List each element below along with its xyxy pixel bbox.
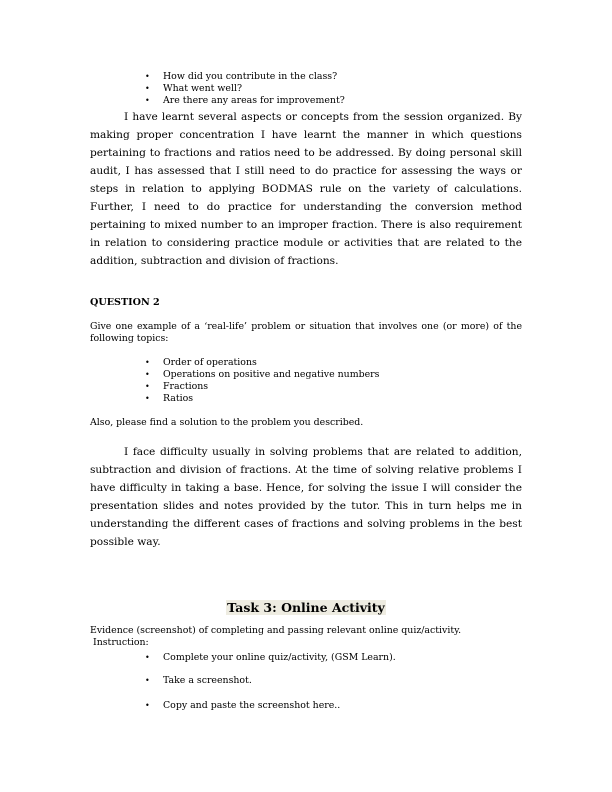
list-item: • How did you contribute in the class?	[145, 71, 525, 83]
question-2-topic-list	[145, 357, 525, 405]
question-2-answer: I face difficulty usually in solving problems that are related to addition, subtraction and division of fractions. At the time of solving relative problems I have difficulty in taking a base. Hence, for solving the issue I will consider the presentation slides and notes provided by the tutor. This in turn helps me in understanding the different cases of fractions and solving problems in the best possible way.	[90, 446, 522, 548]
evidence-text: Evidence (screenshot) of completing and passing relevant online quiz/activity.	[90, 625, 462, 636]
instruction-label: Instruction:	[93, 637, 149, 648]
list-item: • Are there any areas for improvement?	[145, 95, 525, 107]
list-item: • Complete your online quiz/activity, (GSM Learn).	[145, 652, 525, 664]
list-item: • Take a screenshot.	[145, 675, 525, 687]
question-2-prompt: Give one example of a ‘real-life’ problem or situation that involves one (or more) of the following topics:	[90, 321, 522, 344]
task-3-title: Task 3: Online Activity	[227, 600, 385, 615]
list-item: • Ratios	[145, 393, 525, 405]
solution-prompt: Also, please find a solution to the problem you described.	[90, 417, 364, 428]
question-2-heading: QUESTION 2	[90, 297, 160, 308]
reflection-paragraph: I have learnt several aspects or concepts from the session organized. By making proper concentration I have learnt the manner in which questions pertaining to fractions and ratios need to be addressed. By doing personal skill audit, I has assessed that I still need to do practice for assessing the ways or steps in relation to applying BODMAS rule on the variety of calculations. Further, I need to do practice for understanding the conversion method pertaining to mixed number to an improper fraction. There is also requirement in relation to considering practice module or activities that are related to the addition, subtraction and division of fractions.	[90, 111, 522, 267]
list-item: • Fractions	[145, 381, 525, 393]
list-item: • Copy and paste the screenshot here..	[145, 700, 525, 712]
task-3-step-list	[145, 652, 525, 712]
list-item: • Order of operations	[145, 357, 525, 369]
list-item: • Operations on positive and negative numbers	[145, 369, 525, 381]
list-item: • What went well?	[145, 83, 525, 95]
task-3-title-wrap	[0, 597, 612, 616]
reflection-bullet-list	[145, 71, 525, 107]
